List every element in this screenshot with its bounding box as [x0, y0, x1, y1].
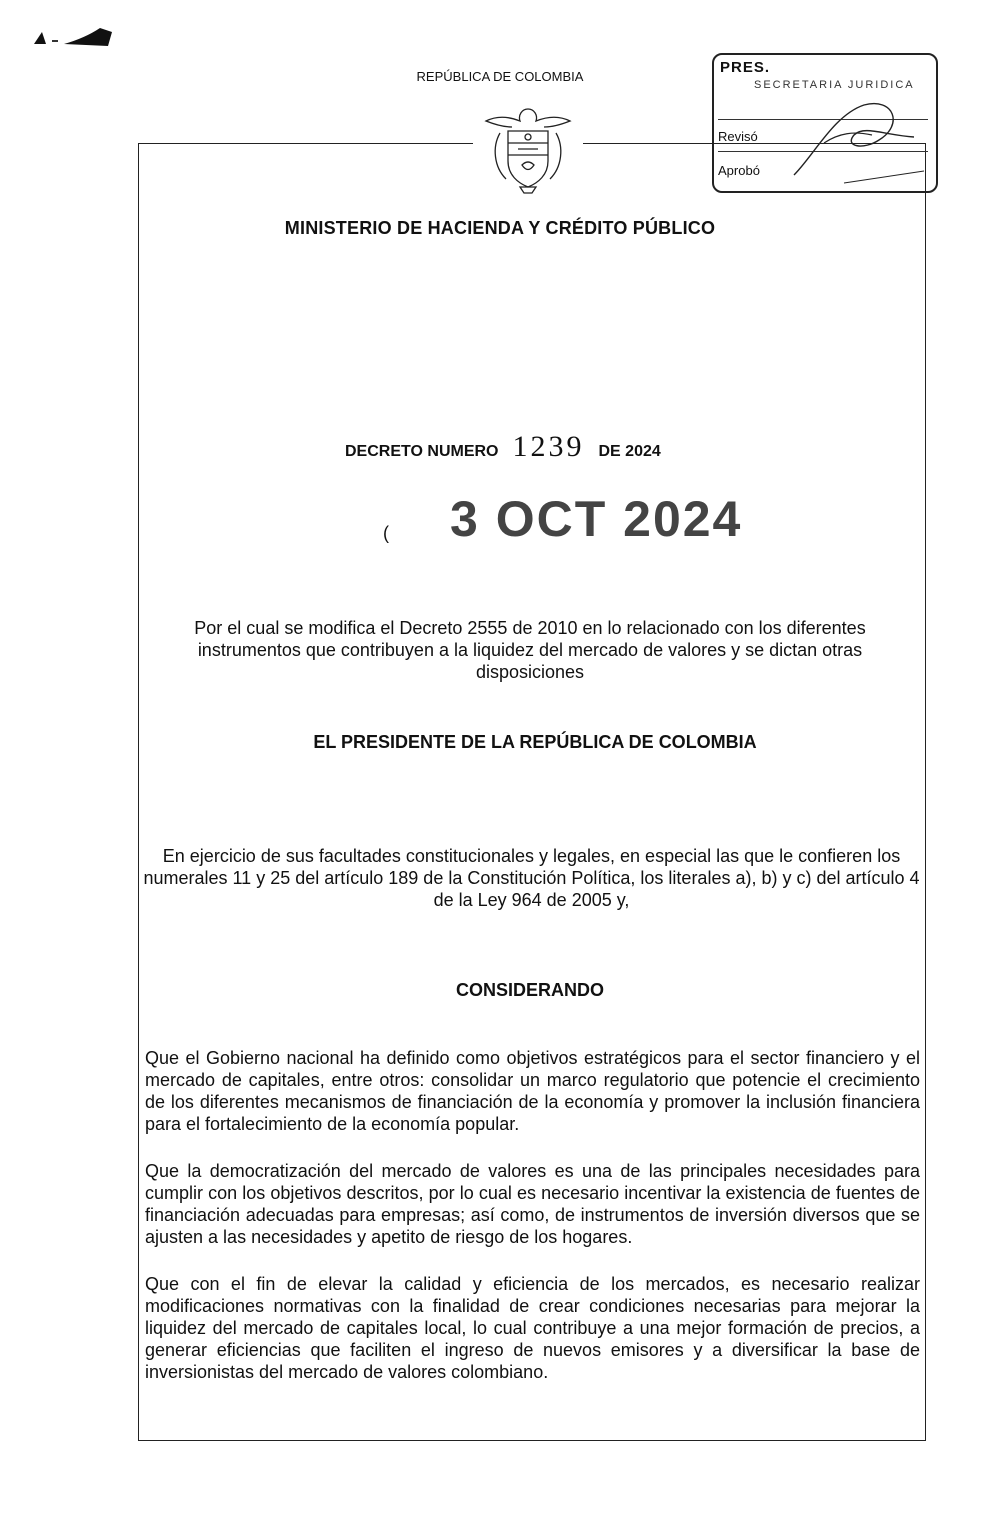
- considering-paragraph: Que la democratización del mercado de valores es una de las principales necesidades para cumplir con los objetivos descritos, por lo cual es necesario incentivar la existencia de fuentes de financiación adecuadas para empresas; así como, de instrumentos de inversión diversos que se ajusten a las necesidades y apetito de riesgo de los hogares.: [145, 1161, 920, 1247]
- coat-of-arms-icon: [478, 103, 578, 195]
- country-header: REPÚBLICA DE COLOMBIA: [416, 69, 584, 84]
- considering-paragraph: Que con el fin de elevar la calidad y eficiencia de los mercados, es necesario realizar modificaciones normativas con la finalidad de crear condiciones necesarias para mejorar la liquidez del mercado de capitales local, lo cual contribuye a una mejor formación de precios, a generar eficiencias que faciliten el ingreso de nuevos emisores y a diversificar la base de inversionistas del mercado de valores colombiano.: [145, 1274, 920, 1382]
- date-paren: (: [383, 523, 389, 543]
- frame-border-bottom: [138, 1440, 926, 1441]
- considering-paragraph: Que el Gobierno nacional ha definido como objetivos estratégicos para el sector financiero y el mercado de capitales, entre otros: consolidar un marco regulatorio que potencie el crecimiento de los diferentes mecanismos de financiación de la economía y promover la inclusión financiera para el fortalecimiento de la economía popular.: [145, 1048, 920, 1134]
- stamp-approved-label: Aprobó: [718, 163, 760, 178]
- review-stamp: [712, 53, 938, 193]
- stamp-revised-label: Revisó: [718, 129, 758, 144]
- decree-subject: Por el cual se modifica el Decreto 2555 de 2010 en lo relacionado con los diferentes instrumentos que contribuyen a la liquidez del mercado de valores y se dictan otras disposiciones: [194, 618, 866, 682]
- powers-statement: En ejercicio de sus facultades constitucionales y legales, en especial las que le confieren los numerales 11 y 25 del artículo 189 de la Constitución Política, los literales a), b) y c) del artículo 4 de la Ley 964 de 2005 y,: [143, 846, 920, 910]
- decree-prefix: DECRETO NUMERO: [345, 443, 499, 460]
- considering-heading: CONSIDERANDO: [455, 980, 604, 1000]
- stamp-line-1: PRES.: [720, 59, 771, 76]
- signature: [784, 95, 934, 185]
- frame-border-right: [925, 143, 926, 1440]
- scan-mark: [30, 22, 120, 52]
- decree-suffix: DE 2024: [598, 443, 661, 460]
- decree-number-line: [345, 430, 661, 464]
- ministry-title: MINISTERIO DE HACIENDA Y CRÉDITO PÚBLICO: [284, 218, 716, 238]
- decree-number: 1239: [512, 430, 585, 463]
- date-stamp: 3 OCT 2024: [450, 491, 743, 547]
- stamp-line-2: SECRETARIA JURIDICA: [754, 79, 915, 91]
- frame-border-top: [138, 143, 473, 144]
- president-heading: EL PRESIDENTE DE LA REPÚBLICA DE COLOMBIA: [313, 732, 757, 752]
- frame-border-left: [138, 143, 139, 1440]
